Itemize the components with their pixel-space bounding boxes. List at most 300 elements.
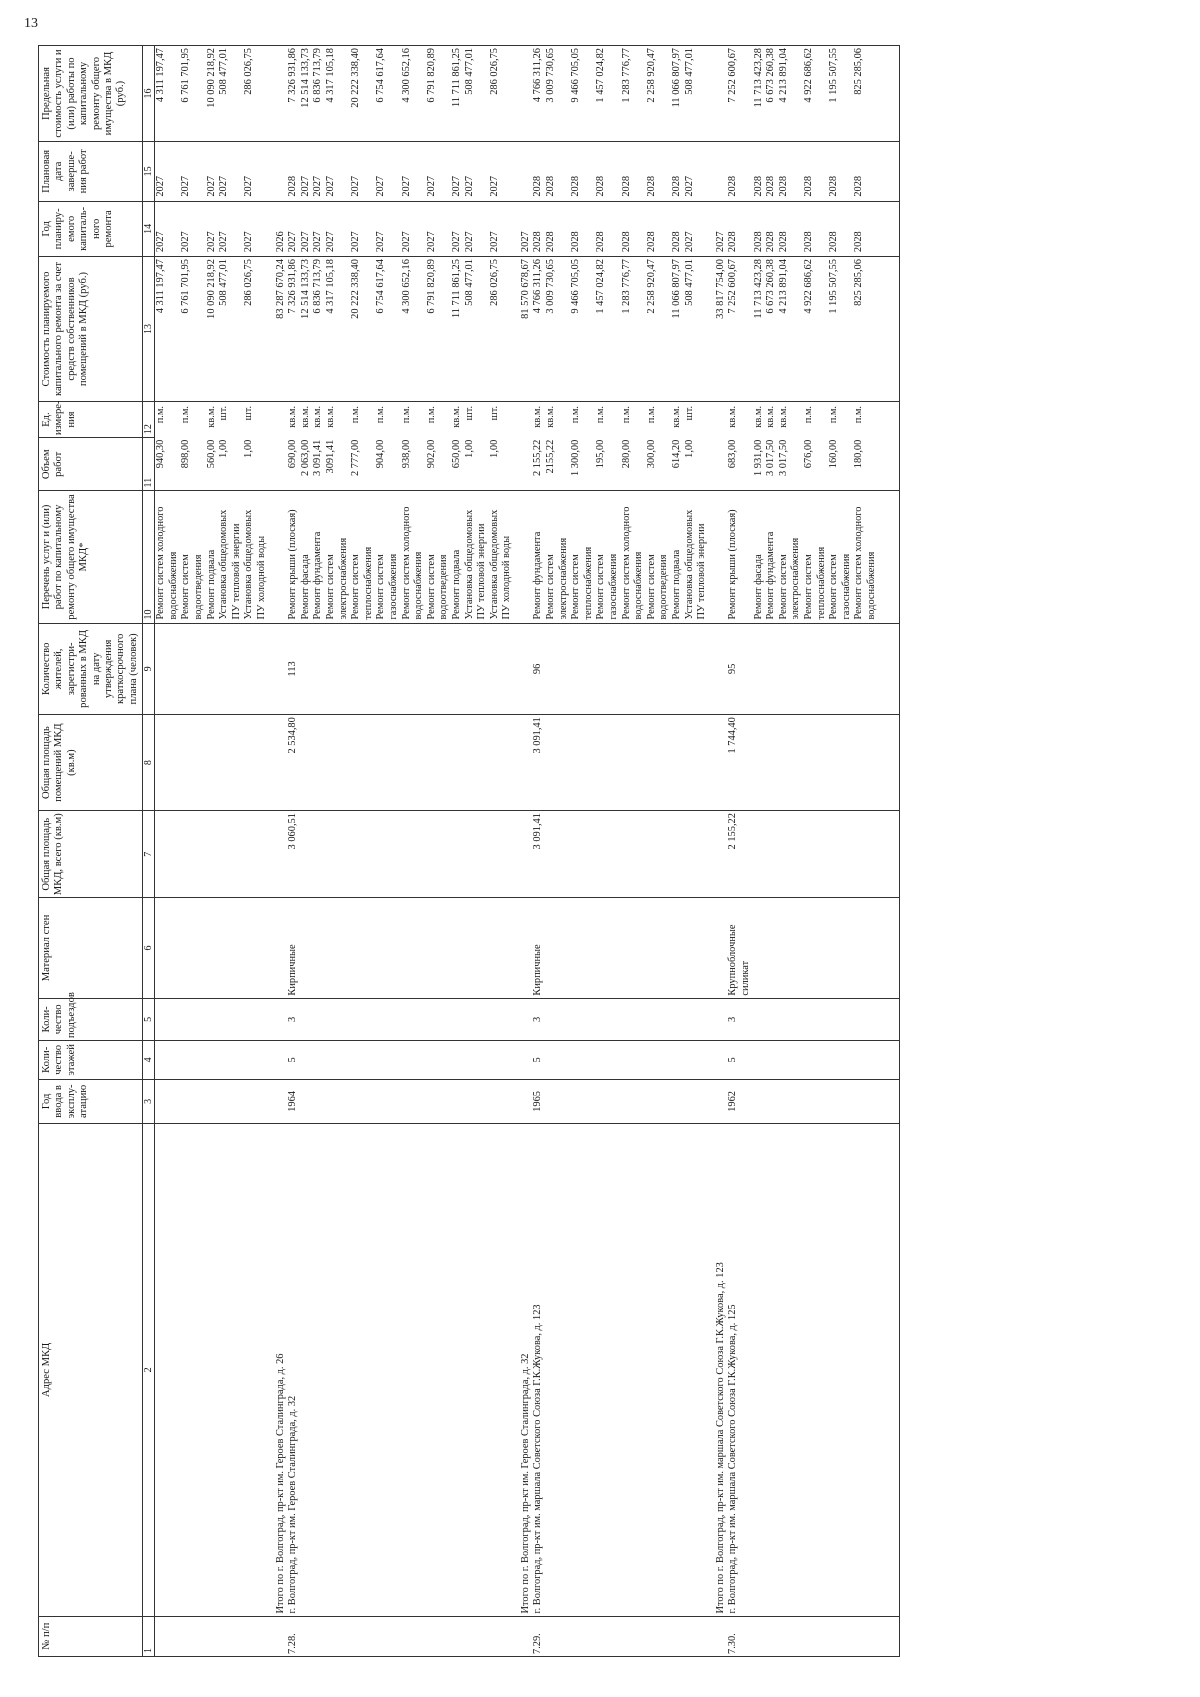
empty-cell: [300, 1041, 313, 1079]
empty-cell: [621, 1124, 646, 1616]
empty-cell: [853, 811, 878, 898]
work-limit: 825 285,06: [853, 46, 878, 142]
empty-cell: [180, 623, 205, 715]
work-unit: п.м.: [828, 401, 853, 437]
empty-cell: [879, 491, 900, 623]
empty-cell: [275, 715, 288, 811]
work-unit: кв.м.: [765, 401, 778, 437]
empty-cell: [671, 811, 684, 898]
empty-cell: [218, 1124, 243, 1616]
empty-cell: [621, 998, 646, 1041]
work-unit: кв.м.: [312, 401, 325, 437]
total-year: 2026: [275, 201, 288, 256]
empty-cell: [451, 1041, 464, 1079]
work-limit: 6 761 701,95: [180, 46, 205, 142]
empty-cell: [879, 142, 900, 202]
work-cost: 1 457 024,82: [595, 257, 620, 402]
header-cell: Коли-чество этажей: [39, 1041, 143, 1079]
header-cell: Плановая дата заверше-ния работ: [39, 142, 143, 202]
empty-cell: [545, 623, 570, 715]
work-limit: 7 252 600,67: [727, 46, 752, 142]
work-name: Установка общедомовых ПУ тепловой энергии: [684, 491, 709, 623]
empty-cell: [879, 898, 900, 998]
work-cost: 11 711 861,25: [451, 257, 464, 402]
empty-cell: [545, 1079, 570, 1124]
empty-cell: [595, 715, 620, 811]
block-field: 3: [727, 998, 752, 1041]
work-row: [765, 46, 778, 1657]
work-year: 2027: [312, 201, 325, 256]
work-unit: шт.: [464, 401, 489, 437]
empty-cell: [765, 715, 778, 811]
header-cell: Год ввода в эксплу-атацию: [39, 1079, 143, 1124]
work-row: [325, 46, 350, 1657]
empty-cell: [300, 715, 313, 811]
work-name: Ремонт систем электроснабжения: [325, 491, 350, 623]
empty-cell: [350, 898, 375, 998]
work-volume: 1,00: [488, 439, 500, 458]
empty-cell: [520, 142, 533, 202]
empty-cell: [401, 1616, 426, 1656]
work-year: 2028: [532, 201, 545, 256]
empty-cell: [545, 1124, 570, 1616]
work-cost: 10 090 218,92: [206, 257, 219, 402]
empty-cell: [570, 898, 595, 998]
empty-cell: [155, 715, 181, 811]
empty-cell: [753, 1079, 766, 1124]
block-field: Кирпичные: [532, 898, 545, 998]
empty-cell: [570, 1124, 595, 1616]
empty-cell: [451, 1124, 464, 1616]
work-year: 2027: [375, 201, 400, 256]
empty-cell: [778, 1079, 803, 1124]
work-year: 2027: [401, 201, 426, 256]
work-unit: п.м.: [853, 401, 878, 437]
empty-cell: [828, 1079, 853, 1124]
work-row: [350, 46, 375, 1657]
work-name: Ремонт подвала: [671, 491, 684, 623]
block-field: 7.30.: [727, 1616, 752, 1656]
repair-plan-table: [38, 45, 900, 1657]
block-field: 3 091,41: [532, 811, 545, 898]
empty-cell: [715, 1616, 728, 1656]
work-name: Установка общедомовых ПУ холодной воды: [489, 491, 514, 623]
block-field: 5: [727, 1041, 752, 1079]
work-limit: 1 283 776,77: [621, 46, 646, 142]
column-number: 12: [143, 401, 155, 437]
work-limit: 11 711 861,25: [451, 46, 464, 142]
work-year: 2028: [727, 201, 752, 256]
empty-cell: [570, 623, 595, 715]
empty-cell: [375, 998, 400, 1041]
empty-cell: [206, 811, 219, 898]
block-field: 5: [532, 1041, 545, 1079]
empty-cell: [715, 998, 728, 1041]
work-volume: 938,00: [400, 439, 412, 469]
work-unit: п.м.: [375, 401, 400, 437]
block-field: 7.28.: [287, 1616, 300, 1656]
work-finish: 2027: [243, 142, 268, 202]
work-finish: 2027: [464, 142, 489, 202]
empty-cell: [778, 1124, 803, 1616]
empty-cell: [545, 811, 570, 898]
work-volume: 940,30: [155, 439, 167, 469]
work-row: [464, 46, 489, 1657]
work-unit: п.м.: [595, 401, 620, 437]
work-unit: п.м.: [621, 401, 646, 437]
work-year: 2027: [155, 201, 181, 256]
work-row: [218, 46, 243, 1657]
work-year: 2027: [426, 201, 451, 256]
work-row: [778, 46, 803, 1657]
empty-cell: [206, 898, 219, 998]
empty-cell: [570, 1616, 595, 1656]
empty-cell: [300, 811, 313, 898]
work-name: Ремонт подвала: [206, 491, 219, 623]
empty-cell: [180, 1041, 205, 1079]
empty-cell: [803, 898, 828, 998]
empty-cell: [715, 811, 728, 898]
empty-cell: [375, 898, 400, 998]
work-row: [206, 46, 219, 1657]
work-unit: п.м.: [570, 401, 595, 437]
empty-cell: [520, 1041, 533, 1079]
empty-cell: [325, 1124, 350, 1616]
empty-cell: [350, 811, 375, 898]
header-cell: Количество жителей, зарегистри-рованных в МКД на дату утверждения краткосрочного плана (человек): [39, 623, 143, 715]
header-cell: № п/п: [39, 1616, 143, 1656]
empty-cell: [464, 1616, 489, 1656]
work-unit: шт.: [243, 401, 268, 437]
work-name: Ремонт систем теплоснабжения: [350, 491, 375, 623]
empty-cell: [879, 46, 900, 142]
work-cost: 4 300 652,16: [401, 257, 426, 402]
work-finish: 2027: [155, 142, 181, 202]
work-finish: 2027: [312, 142, 325, 202]
work-volume: 904,00: [375, 439, 387, 469]
empty-cell: [715, 491, 728, 623]
work-name: Ремонт систем холодного водоснабжения: [621, 491, 646, 623]
empty-cell: [275, 898, 288, 998]
work-row: [375, 46, 400, 1657]
empty-cell: [595, 623, 620, 715]
work-volume: 180,00: [853, 439, 865, 469]
empty-cell: [426, 1124, 451, 1616]
work-finish: 2027: [325, 142, 350, 202]
empty-cell: [489, 623, 514, 715]
work-volume: 300,00: [645, 439, 657, 469]
work-row: [312, 46, 325, 1657]
work-year: 2027: [325, 201, 350, 256]
empty-cell: [520, 401, 533, 437]
work-limit: 11 713 423,28: [753, 46, 766, 142]
empty-cell: [350, 998, 375, 1041]
work-finish: 2027: [300, 142, 313, 202]
work-name: Ремонт систем газоснабжения: [375, 491, 400, 623]
work-limit: 4 311 197,47: [155, 46, 181, 142]
column-number: 15: [143, 142, 155, 202]
work-limit: 9 466 705,05: [570, 46, 595, 142]
empty-cell: [803, 1079, 828, 1124]
empty-cell: [350, 1041, 375, 1079]
empty-cell: [489, 1041, 514, 1079]
empty-cell: [426, 715, 451, 811]
empty-cell: [765, 811, 778, 898]
block-field: 1965: [532, 1079, 545, 1124]
empty-cell: [520, 46, 533, 142]
work-year: 2027: [206, 201, 219, 256]
work-name: Ремонт систем электроснабжения: [778, 491, 803, 623]
empty-cell: [879, 438, 900, 491]
empty-cell: [350, 623, 375, 715]
empty-cell: [451, 898, 464, 998]
empty-cell: [206, 1616, 219, 1656]
work-year: 2028: [545, 201, 570, 256]
work-year: 2028: [671, 201, 684, 256]
work-unit: кв.м.: [287, 401, 300, 437]
empty-cell: [489, 998, 514, 1041]
empty-cell: [218, 1041, 243, 1079]
empty-cell: [595, 1616, 620, 1656]
work-name: Установка общедомовых ПУ тепловой энергии: [464, 491, 489, 623]
work-limit: 7 326 931,86: [287, 46, 300, 142]
empty-cell: [520, 998, 533, 1041]
empty-cell: [520, 898, 533, 998]
work-unit: кв.м.: [545, 401, 570, 437]
empty-cell: [243, 1616, 268, 1656]
header-cell: Общая площадь МКД, всего (кв.м): [39, 811, 143, 898]
work-finish: 2028: [765, 142, 778, 202]
empty-cell: [275, 142, 288, 202]
work-unit: кв.м.: [325, 401, 350, 437]
work-cost: 11 713 423,28: [753, 257, 766, 402]
empty-cell: [879, 201, 900, 256]
work-finish: 2028: [621, 142, 646, 202]
empty-cell: [671, 1616, 684, 1656]
table-end-row: [879, 46, 900, 1657]
empty-cell: [325, 998, 350, 1041]
column-number: 9: [143, 623, 155, 715]
empty-cell: [375, 1124, 400, 1616]
total-cost: 33 817 754,00: [715, 257, 728, 402]
work-year: 2028: [595, 201, 620, 256]
empty-cell: [180, 998, 205, 1041]
empty-cell: [684, 623, 709, 715]
empty-cell: [545, 898, 570, 998]
empty-cell: [646, 811, 671, 898]
work-name: Ремонт крыши (плоская): [287, 491, 300, 623]
work-limit: 6 754 617,64: [375, 46, 400, 142]
empty-cell: [325, 811, 350, 898]
work-name: Ремонт систем водоотведения: [426, 491, 451, 623]
empty-cell: [218, 898, 243, 998]
work-volume: 280,00: [620, 439, 632, 469]
work-finish: 2027: [684, 142, 709, 202]
work-limit: 4 317 105,18: [325, 46, 350, 142]
empty-cell: [595, 1079, 620, 1124]
work-finish: 2028: [727, 142, 752, 202]
empty-cell: [520, 811, 533, 898]
empty-cell: [879, 998, 900, 1041]
empty-cell: [765, 1041, 778, 1079]
work-volume: 195,00: [595, 439, 607, 469]
work-year: 2027: [489, 201, 514, 256]
empty-cell: [312, 898, 325, 998]
block-field: 2 155,22: [727, 811, 752, 898]
total-year: 2027: [715, 201, 728, 256]
work-finish: 2028: [287, 142, 300, 202]
empty-cell: [300, 898, 313, 998]
work-finish: 2027: [375, 142, 400, 202]
empty-cell: [545, 998, 570, 1041]
work-name: Ремонт систем газоснабжения: [595, 491, 620, 623]
empty-cell: [312, 1616, 325, 1656]
work-finish: 2027: [489, 142, 514, 202]
work-cost: 9 466 705,05: [570, 257, 595, 402]
work-finish: 2028: [828, 142, 853, 202]
empty-cell: [300, 1079, 313, 1124]
empty-cell: [464, 1124, 489, 1616]
work-name: Ремонт систем газоснабжения: [828, 491, 853, 623]
empty-cell: [489, 1124, 514, 1616]
empty-cell: [684, 811, 709, 898]
work-volume: 2155,22: [545, 439, 557, 474]
column-number: 1: [143, 1616, 155, 1656]
work-volume: 2 155,22: [532, 439, 544, 477]
empty-cell: [715, 1041, 728, 1079]
empty-cell: [753, 811, 766, 898]
work-finish: 2028: [753, 142, 766, 202]
work-cost: 825 285,06: [853, 257, 878, 402]
empty-cell: [451, 1079, 464, 1124]
header-cell: Общая площадь помещений МКД (кв.м): [39, 715, 143, 811]
work-cost: 11 066 807,97: [671, 257, 684, 402]
work-unit: кв.м.: [671, 401, 684, 437]
empty-cell: [243, 1124, 268, 1616]
empty-cell: [853, 1124, 878, 1616]
empty-cell: [451, 998, 464, 1041]
empty-cell: [765, 1124, 778, 1616]
empty-cell: [570, 811, 595, 898]
work-row: [684, 46, 709, 1657]
header-row: [39, 46, 143, 1657]
work-row: [570, 46, 595, 1657]
empty-cell: [828, 1124, 853, 1616]
empty-cell: [275, 811, 288, 898]
empty-cell: [243, 811, 268, 898]
work-limit: 286 026,75: [489, 46, 514, 142]
empty-cell: [715, 623, 728, 715]
empty-cell: [570, 1079, 595, 1124]
empty-cell: [401, 715, 426, 811]
empty-cell: [803, 998, 828, 1041]
work-row: [828, 46, 853, 1657]
empty-cell: [206, 715, 219, 811]
work-volume: 1,00: [243, 439, 255, 458]
empty-cell: [879, 1616, 900, 1656]
work-year: 2028: [570, 201, 595, 256]
work-limit: 6 836 713,79: [312, 46, 325, 142]
empty-cell: [426, 1041, 451, 1079]
work-year: 2028: [828, 201, 853, 256]
empty-cell: [828, 623, 853, 715]
empty-cell: [375, 811, 400, 898]
work-name: Ремонт подвала: [451, 491, 464, 623]
empty-cell: [753, 623, 766, 715]
work-name: Ремонт систем холодного водоснабжения: [853, 491, 878, 623]
work-limit: 10 090 218,92: [206, 46, 219, 142]
empty-cell: [464, 623, 489, 715]
empty-cell: [243, 998, 268, 1041]
empty-cell: [879, 1041, 900, 1079]
header-cell: Перечень услуг и (или) работ по капитальному ремонту общего имущества МКД*: [39, 491, 143, 623]
column-number: 2: [143, 1124, 155, 1616]
empty-cell: [350, 1079, 375, 1124]
header-cell: Ед. измере-ния: [39, 401, 143, 437]
empty-cell: [206, 1041, 219, 1079]
work-year: 2027: [287, 201, 300, 256]
work-year: 2028: [778, 201, 803, 256]
empty-cell: [426, 1616, 451, 1656]
work-unit: кв.м.: [300, 401, 313, 437]
empty-cell: [520, 1079, 533, 1124]
empty-cell: [426, 623, 451, 715]
empty-cell: [464, 898, 489, 998]
block-field: 3: [532, 998, 545, 1041]
work-row: [287, 46, 300, 1657]
empty-cell: [155, 811, 181, 898]
empty-cell: [671, 998, 684, 1041]
work-row: [545, 46, 570, 1657]
work-name: Ремонт фасада: [753, 491, 766, 623]
empty-cell: [621, 715, 646, 811]
empty-cell: [715, 1079, 728, 1124]
work-unit: п.м.: [803, 401, 828, 437]
empty-cell: [375, 1616, 400, 1656]
work-cost: 12 514 133,73: [300, 257, 313, 402]
empty-cell: [853, 998, 878, 1041]
empty-cell: [778, 998, 803, 1041]
block-field: г. Волгоград, пр-кт им. маршала Советского Союза Г.К.Жукова, д. 123: [532, 1124, 545, 1616]
empty-cell: [879, 257, 900, 402]
work-limit: 4 300 652,16: [401, 46, 426, 142]
work-cost: 4 766 311,26: [532, 257, 545, 402]
column-number: 6: [143, 898, 155, 998]
work-unit: кв.м.: [206, 401, 219, 437]
empty-cell: [765, 623, 778, 715]
header-cell: Стоимость планируемого капитального ремонта за счет средств собственников помещений в МКД (руб.): [39, 257, 143, 402]
empty-cell: [375, 1041, 400, 1079]
block-field: г. Волгоград, пр-кт им. маршала Советского Союза Г.К.Жукова, д. 125: [727, 1124, 752, 1616]
empty-cell: [570, 1041, 595, 1079]
work-volume: 160,00: [828, 439, 840, 469]
empty-cell: [715, 438, 728, 491]
empty-cell: [180, 1124, 205, 1616]
empty-cell: [828, 1616, 853, 1656]
empty-cell: [803, 1124, 828, 1616]
column-number-row: [143, 46, 155, 1657]
empty-cell: [300, 623, 313, 715]
empty-cell: [218, 811, 243, 898]
empty-cell: [155, 898, 181, 998]
empty-cell: [401, 998, 426, 1041]
empty-cell: [828, 715, 853, 811]
work-cost: 508 477,01: [684, 257, 709, 402]
work-volume: 560,00: [205, 439, 217, 469]
work-name: Ремонт систем электроснабжения: [545, 491, 570, 623]
work-limit: 6 791 820,89: [426, 46, 451, 142]
work-year: 2027: [243, 201, 268, 256]
